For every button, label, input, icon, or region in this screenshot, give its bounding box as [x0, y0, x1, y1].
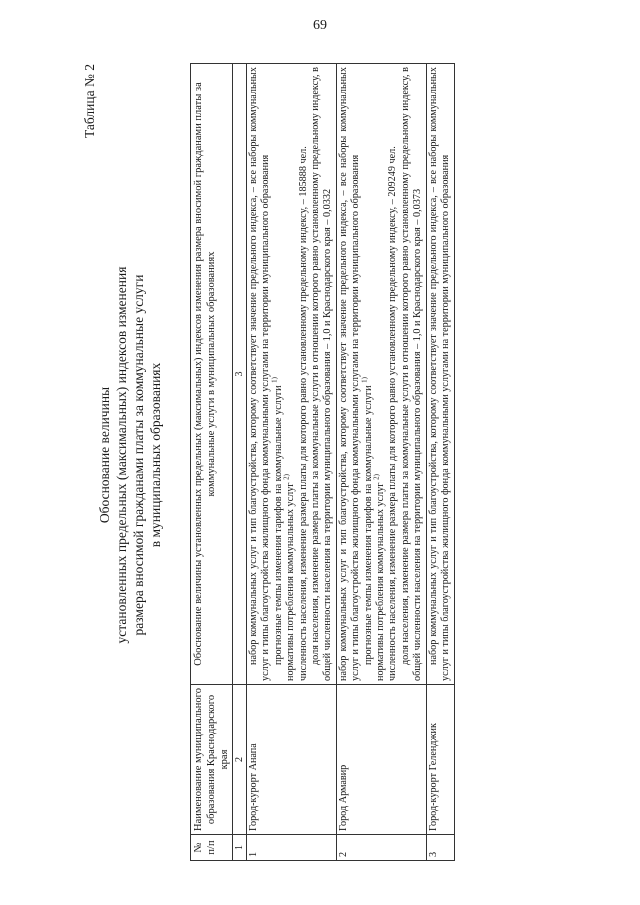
paragraph	[372, 67, 387, 681]
row-number: 3	[426, 835, 454, 861]
page-number: 69	[313, 18, 327, 33]
table-row	[336, 64, 426, 861]
paragraph-text: прогнозные темпы изменения тарифов на коммунальные услуги	[362, 385, 374, 665]
document-title	[96, 105, 164, 805]
paragraph	[360, 67, 375, 681]
column-number: 3	[233, 64, 247, 685]
header-number: № п/п	[191, 835, 233, 861]
title-line: Обоснование величины	[97, 386, 112, 524]
justification-table	[190, 63, 455, 861]
municipality-name: Город-курорт Геленджик	[426, 685, 454, 835]
table-row	[247, 64, 337, 861]
footnote-mark: 1)	[270, 377, 279, 383]
paragraph	[270, 67, 285, 681]
table-row	[426, 64, 454, 861]
footnote-mark: 1)	[360, 377, 369, 383]
table-header-row	[191, 64, 233, 861]
municipality-name: Город-курорт Анапа	[247, 685, 337, 835]
paragraph: доля населения, изменение размера платы за коммунальные услуги в отношении которого равно установленному предельному индексу, в общей численности населения на территории муниципального образования – 1,0 и Краснодарского края – 0,0373	[399, 67, 424, 681]
title-line: установленных предельных (максимальных) индексов изменения	[114, 266, 129, 644]
table-label: Таблица № 2	[82, 64, 97, 138]
footnote-mark: 2)	[372, 474, 381, 480]
justification-cell	[336, 64, 426, 685]
paragraph: численность населения, изменение размера платы для которого равно установленному предельному индексу, – 185888 чел.	[297, 146, 309, 681]
paragraph: набор коммунальных услуг и тип благоустройства, которому соответствует значение предельного индекса, – все наборы коммунальных услуг и типы благоустройства жилищного фонда коммунальными услугами на территории муниципального образования	[248, 67, 272, 681]
header-municipality: Наименование муниципального образования Краснодарского края	[191, 685, 233, 835]
header-justification: Обоснование величины установленных предельных (максимальных) индексов изменения размера вносимой гражданами платы за коммунальные услуги в муниципальных образованиях	[191, 64, 233, 685]
rotated-page-content	[80, 60, 490, 865]
municipality-name: Город Армавир	[336, 685, 426, 835]
paragraph-text: нормативы потребления коммунальных услуг	[285, 482, 297, 681]
paragraph: набор коммунальных услуг и тип благоустройства, которому соответствует значение предельного индекса, – все наборы коммунальных услуг и типы благоустройства жилищного фонда коммунальными услугами на территории муниципального образования	[337, 67, 362, 681]
column-number: 1	[233, 835, 247, 861]
row-number: 2	[336, 835, 426, 861]
paragraph-text: нормативы потребления коммунальных услуг	[375, 482, 387, 681]
footnote-mark: 2)	[282, 474, 291, 480]
title-line: в муниципальных образованиях	[148, 362, 163, 548]
column-number: 2	[233, 685, 247, 835]
paragraph: доля населения, изменение размера платы за коммунальные услуги в отношении которого равно установленному предельному индексу, в общей численности населения на территории муниципального образования – 1,0 и Краснодарского края – 0,0332	[310, 67, 334, 681]
column-number-row	[233, 64, 247, 861]
paragraph: численность населения, изменение размера платы для которого равно установленному предельному индексу, – 209249 чел.	[387, 146, 399, 681]
paragraph-text: прогнозные темпы изменения тарифов на коммунальные услуги	[272, 385, 284, 665]
justification-cell	[247, 64, 337, 685]
title-line: размера вносимой гражданами платы за коммунальные услуги	[131, 274, 146, 636]
paragraph	[282, 67, 297, 681]
justification-cell	[426, 64, 454, 685]
row-number: 1	[247, 835, 337, 861]
paragraph: набор коммунальных услуг и тип благоустройства, которому соответствует значение предельного индекса, – все наборы коммунальных услуг и типы благоустройства жилищного фонда коммунальными услугами на территории муниципального образования	[427, 67, 452, 681]
